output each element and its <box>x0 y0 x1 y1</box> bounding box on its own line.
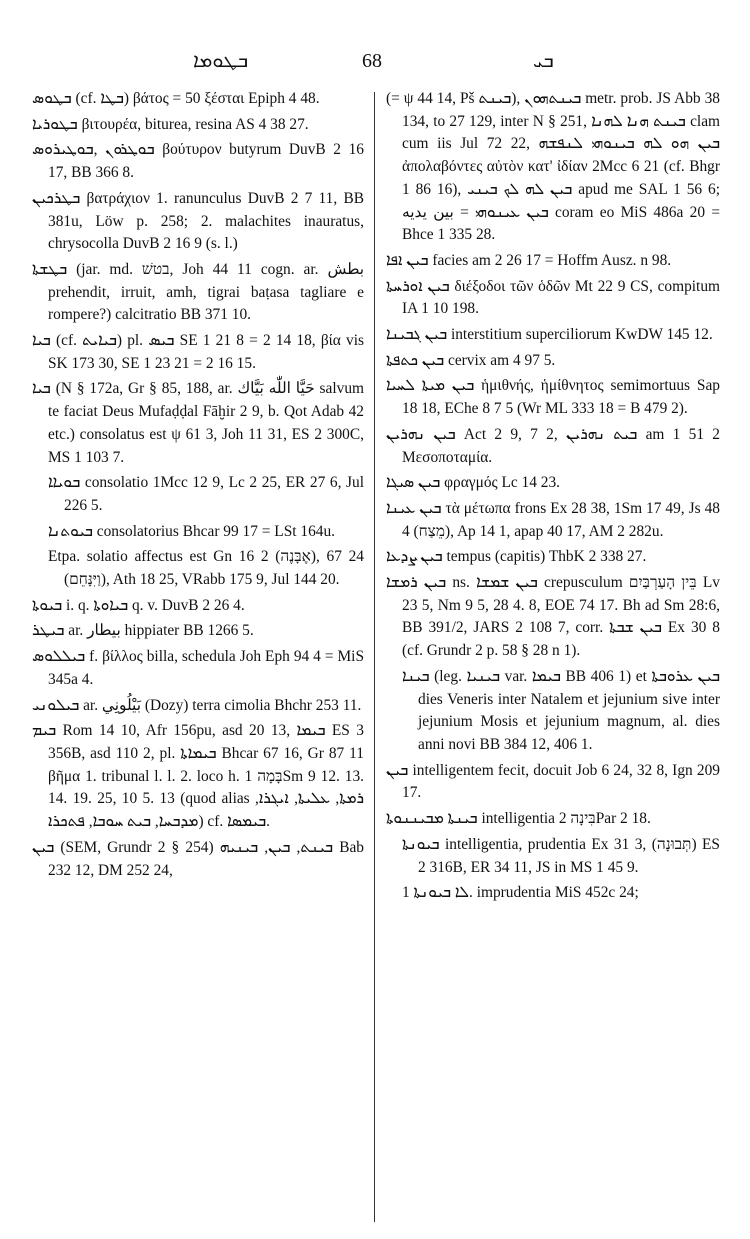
dictionary-entry: ܒܝܢ ܢܗܪܝܢ Act 2 9, 7 2, ܒܝܬ ܢܗܪܝܢ am 1 51 2 Μεσοποταμία. <box>386 425 720 466</box>
dictionary-entry: ܒܝܡ Rom 14 10, Afr 156pu, asd 20 13, ܒܝܡܐ ES 3 356B, asd 110 2, pl. ܒܝܡܐܬܐ Bhcar 67 16, Gr 87 11 βῆμα 1. tribunal l. l. 2. loco h. בָּמָה 1Sm 9 12. 13. 14. 19. 25, 10 5. 13 (quod alias ܪܡܬܐ, ܥܠܝܬܐ, ܐܝܓܪܐ, ܡܕܒܚܐ, ܒܝܬ ܚܘܒܐ, ܦܬܟܪܐ) cf. ܒܝܡܣܐ. <box>32 722 365 831</box>
dictionary-subentry: ܒܝܢܐ (leg. ܒܝܢܝܐ var. ܒܝܡܐ BB 406 1) et ܒܝܢ ܥܪܘܒܬܐ dies Veneris inter Natalem et jejunium sive inter jejunium Mosis et jejunium magnum, al. dies anni novi BB 384 12, 406 1. <box>402 667 720 753</box>
dictionary-entry: ܒܝܢ ܣܝܓܐ φραγμός Lc 14 23. <box>386 474 561 492</box>
dictionary-entry: ܒܝܢ ܡܝܬܐ ܠܚܝܐ ἡμιθνής, ἡμίθνητος semimortuus Sap 18 18, EChe 8 7 5 (Wr ML 333 18 = B 479 2). <box>386 377 720 418</box>
running-head-word: ܒܛܘܡܐ <box>193 48 249 72</box>
dictionary-entry: ܒܛܘܣ (cf. ܒܛܐ) βάτος = 50 ξέσται Epiph 4 48. <box>32 90 320 107</box>
dictionary-entry: ܒܝܢ ܓܒܝܢܐ interstitium superciliorum KwDW 145 12. <box>386 326 713 344</box>
dictionary-entry: ܒܝܐ (N § 172a, Gr § 85, 188, ar. حَيَّا اللّٰه بَيَّاك salvum te faciat Deus Mufaḍḍal Fāḫir 2 9, b. Qot Adab 42 etc.) consolatus est ψ 61 3, Joh 11 31, ES 2 300C, MS 1 103 7. <box>32 380 365 466</box>
column-divider <box>374 92 375 1222</box>
dictionary-entry: ܒܛܫܬܐ (jar. md. בטשׁ, Joh 44 11 cogn. ar. بطش prehendit, irruit, amh, tigrai baṭasa tagliare e rompere?) calcitratio BB 371 10. <box>32 260 364 324</box>
dictionary-subentry: ܒܘܝܐܐ consolatio 1Mcc 12 9, Lc 2 25, ER 27 6, Jul 226 5. <box>48 474 364 514</box>
dictionary-entry: ܒܝܛܪ ar. بيطار hippiater BB 1266 5. <box>32 622 254 640</box>
dictionary-subentry: ܒܝܘܢܬܐ intelligentia, prudentia Ex 31 3, (תְּבוּנָה) ES 2 316B, ER 34 11, JS in MS 1 45 9. <box>402 835 720 876</box>
dictionary-subentry: Etpa. solatio affectus est Gn 16 2 (אֶבָּנֶה), 24 67 (וַיִּנָּחֵם), Ath 18 25, VRabb 175 9, Jul 144 20. <box>48 548 364 589</box>
right-column <box>386 88 720 908</box>
dictionary-subentry: ܒܝܘܬܢܐ consolatorius Bhcar 99 17 = LSt 164u. <box>48 522 336 540</box>
dictionary-entry: ܒܘܛܪܘܢ ,ܒܘܛܝܪܘܣ βούτυρον butyrum DuvB 2 16 17, BB 366 8. <box>32 141 364 182</box>
dictionary-entry: ܒܝܢ ܪܡܫܐ ns. ܒܝܢ ܫܡܫܐ crepusculum בֵּין הָעַרְבַּיִם Lv 23 5, Nm 9 5, 28 4. 8, EOE 74 17. Bh ad Sm 28:6, BB 391/2, JARS 2 108 7, corr. ܒܝܢ ܫܒܬܐ Ex 30 8 (cf. Grundr 2 p. 58 § 28 n 1). <box>386 574 720 660</box>
dictionary-entry: ܒܝܘܬܐ i. q. ܒܝܐܘܬܐ q. v. DuvB 2 26 4. <box>32 596 245 614</box>
left-column <box>32 88 364 885</box>
dictionary-subentry: ܠܐ ܒܝܘܢܬܐ 1. imprudentia MiS 452c 24; <box>402 884 639 902</box>
dictionary-entry: ܒܝܢܬܐ ܡܒܝܢܢܘܬܐ intelligentia בִּינָה 2Par 2 18. <box>386 810 651 828</box>
dictionary-entry: ܒܝܢ ܐܦܐ facies am 2 26 17 = Hoffm Ausz. n 98. <box>386 251 672 269</box>
dictionary-entry: ܒܝܢ ܐܘܪܚܬܐ διέξοδοι τῶν ὁδῶν Mt 22 9 CS, compitum IA 1 10 198. <box>386 277 720 318</box>
running-head-letter: ܒܝ <box>533 48 554 72</box>
dictionary-entry: ܒܝܢ ܨܕܥܐ tempus (capitis) ThbK 2 338 27. <box>386 548 647 566</box>
dictionary-entry: ܒܛܪܟܝܢ βατράχιον 1. ranunculus DuvB 2 7 11, BB 381u, Löw p. 258; 2. malachites inauratus, chrysocolla DuvB 2 16 9 (s. l.) <box>32 189 364 253</box>
page-header <box>0 48 750 78</box>
dictionary-entry: ܒܝܢ ܥܝܢܐ τὰ μέτωπα frons Ex 28 38, 1Sm 17 49, Js 48 4 (מֵצַח), Ap 14 1, apap 40 17, AM 2 282u. <box>386 499 720 540</box>
dictionary-entry: ܒܝܢ ܟܬܦܬܐ cervix am 4 97 5. <box>386 351 556 369</box>
dictionary-entry: (= ψ 44 14, Pš ܒܝܢܬ), ܒܝܢܬܗܘܢ metr. prob. JS Abb 38 134, to 27 129, inter N § 251, ܒܝܢܬ ܗܢܐ ܠܗܢܐ clam cum iis Jul 72 22, ܒܝܢ ܗܘ ܠܗ ܒܝܢܘܗܝ ܠܢܦܫܗ ἀπολαβόντες αὐτὸν κατ' ἰδίαν 2Mcc 6 21 (cf. Bhgr 1 86 16), ܒܝܢ ܠܗ ܠܟ ܒܝܢܝ apud me SAL 1 56 6; ܒܝܢ ܥܝܢܘܗܝ = بين يديه coram eo MiS 486a 20 = Bhce 1 335 28. <box>386 90 720 244</box>
dictionary-entry: ܒܝܠܘܢܝ ar. بَيْلُونِي (Dozy) terra cimolia Bhchr 253 11. <box>32 696 362 714</box>
dictionary-entry: ܒܝܢ intelligentem fecit, docuit Job 6 24, 32 8, Ign 209 17. <box>386 761 720 802</box>
dictionary-entry: ܒܛܘܪܝܐ βιτουρέα, biturea, resina AS 4 38 27. <box>32 115 309 133</box>
dictionary-entry: ܒܝܐ (cf. ܒܝܐܝܬ) pl. ܒܝܣ SE 1 21 8 = 2 14 18, βία vis SK 173 30, SE 1 23 21 = 2 16 15. <box>32 332 365 372</box>
dictionary-entry: ܒܝܠܠܘܣ f. βίλλος billa, schedula Joh Eph 94 4 = MiS 345a 4. <box>32 648 364 688</box>
page-number: 68 <box>362 50 382 72</box>
dictionary-entry: ܒܝܢ (SEM, Grundr 2 § 254) ܒܝܢܬ, ܒܝܢ, ܒܝܢܝܗ Bab 232 12, DM 252 24, <box>32 838 365 879</box>
